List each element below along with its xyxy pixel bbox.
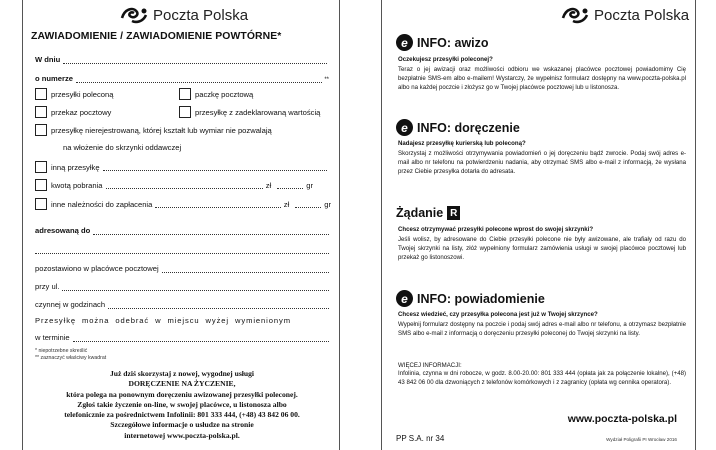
brand-name: Poczta Polska xyxy=(153,6,249,24)
section-body: Skorzystaj z możliwości otrzymywania powiadomień o jej doręczeniu bądź zwrocie. Podaj swój adres e-mail albo nr telefonu na potwierdzeniu nadania, aby otrzymać SMS albo e-mail z informacją, że wysłana przez Ciebie przesyłka dotarła do adresata. xyxy=(398,150,686,175)
brand-name: Poczta Polska xyxy=(594,6,690,24)
option-kwota[interactable] xyxy=(35,179,327,191)
option-paczka[interactable] xyxy=(179,88,253,100)
section-body: Jeśli wolisz, by adresowane do Ciebie przesyłki polecone nie były awizowane, ale trafiały od razu do Twojej skrzynki na listy, złóż wypełniony formularz zamówienia usługi w swojej placówce pocztowej lub przekaż go listonoszowi. xyxy=(398,236,686,261)
printer-note: Wydział Poligrafii PI Wrocław 2016 xyxy=(606,437,677,442)
field-o-numerze xyxy=(35,74,329,83)
text-odebrac xyxy=(35,316,329,325)
double-star: ** xyxy=(324,77,329,83)
section-title: INFO: doręczenie xyxy=(417,120,520,135)
checkbox[interactable] xyxy=(35,124,47,136)
section-question: Chcesz wiedzieć, czy przesyłka polecona jest już w Twojej skrzynce? xyxy=(398,311,598,318)
option-label: paczkę pocztową xyxy=(195,89,254,99)
input-line[interactable] xyxy=(295,201,321,208)
label-przy-ul: przy ul. xyxy=(35,282,60,291)
form-number: PP S.A. nr 34 xyxy=(396,434,445,443)
label-o-numerze: o numerze xyxy=(35,74,73,83)
brand-logo xyxy=(560,4,689,26)
promo-line: Zgłoś takie życzenie on-line, w swojej placówce, u listonosza albo xyxy=(77,399,287,409)
field-czynnej xyxy=(35,300,329,309)
option-polecona[interactable] xyxy=(35,88,113,100)
note-double-star: ** zaznaczyć właściwy kwadrat xyxy=(35,355,107,361)
promo-line: Szczegółowe informacje o usłudze na stronie xyxy=(110,420,254,430)
label-pozostawiono: pozostawiono w placówce pocztowej xyxy=(35,264,159,273)
label-odebrac: Przesyłkę można odebrać w miejscu wyżej wymienionym xyxy=(35,316,291,325)
label-adresowana: adresowaną do xyxy=(35,226,91,235)
field-przy-ul xyxy=(35,282,329,291)
checkbox[interactable] xyxy=(35,106,47,118)
option-przekaz[interactable] xyxy=(35,106,111,118)
input-line[interactable] xyxy=(277,182,303,189)
input-line[interactable] xyxy=(93,226,329,235)
section-body: Wypełnij formularz dostępny na poczcie i podaj swój adres e-mail albo nr telefonu, a otrzymasz bezpłatnie SMS albo e-mail z informacją o doręczeniu przesyłki poleconej do Twojej skrzynki na listy. xyxy=(398,321,686,337)
input-line[interactable] xyxy=(35,245,329,254)
section-body: Teraz o jej awizacji oraz możliwości odbioru we wskazanej placówce pocztowej powiadomimy Cię bezpłatnie SMS-em albo e-mailem! Wystarczy, że wypełnisz formularz dostępny na www.poczta-polska.pl albo na każdej poczcie i złożysz go w Twojej placówce pocztowej lub u listonosza. xyxy=(398,66,686,91)
option-label: inną przesyłkę xyxy=(51,162,100,172)
field-blank-1 xyxy=(35,245,329,254)
promo-headline: DORĘCZENIE NA ŻYCZENIE, xyxy=(128,379,236,389)
more-info-body: Infolinia, czynna w dni robocze, w godz. 8.00-20.00: 801 333 444 (opłata jak za połączenie lokalne), (+48) 43 842 06 00 dla dzwoniących z telefonów komórkowych i z zagranicy (opłata wg cennika operatora). xyxy=(398,370,686,386)
option-label: kwotą pobrania xyxy=(51,180,103,190)
input-line[interactable] xyxy=(106,182,263,189)
input-line[interactable] xyxy=(76,74,322,83)
option-label-cont: na włożenie do skrzynki oddawczej xyxy=(63,143,182,152)
input-line[interactable] xyxy=(73,333,329,342)
option-inna[interactable] xyxy=(35,161,327,173)
option-inne[interactable] xyxy=(35,198,331,210)
option-label: inne należności do zapłacenia xyxy=(51,199,153,209)
brand-logo xyxy=(119,4,248,26)
post-horn-icon xyxy=(119,4,149,26)
promo-line: Już dziś skorzystaj z nowej, wygodnej usługi xyxy=(109,369,255,378)
option-label: przesyłkę nierejestrowaną, której kształt lub wymiar nie pozwalają xyxy=(51,125,272,135)
section-question: Nadajesz przesyłkę kurierską lub poleconą? xyxy=(398,140,526,147)
field-pozostawiono xyxy=(35,264,329,273)
gr-label: gr xyxy=(324,199,331,209)
option-nierejestrowana-cont xyxy=(63,143,181,152)
e-icon: e xyxy=(396,290,413,307)
input-line[interactable] xyxy=(155,201,280,208)
more-info-heading: WIĘCEJ INFORMACJI: xyxy=(398,362,462,369)
zl-label: zł xyxy=(283,199,290,209)
option-zadeklarowana[interactable] xyxy=(179,106,320,118)
input-line[interactable] xyxy=(62,282,329,291)
input-line[interactable] xyxy=(103,164,327,171)
form-title: ZAWIADOMIENIE / ZAWIADOMIENIE POWTÓRNE* xyxy=(31,31,282,42)
option-nierejestrowana[interactable] xyxy=(35,124,272,136)
promo-line: która polega na ponownym doręczeniu awizowanej przesyłki poleconej. xyxy=(66,389,298,399)
label-czynnej: czynnej w godzinach xyxy=(35,300,106,309)
note-star: * niepotrzebne skreślić xyxy=(35,348,88,354)
checkbox[interactable] xyxy=(179,88,191,100)
gr-label: gr xyxy=(306,180,313,190)
promo-line: telefonicznie za pośrednictwem Infolinii: 801 333 444, (+48) 43 842 06 00. xyxy=(64,410,300,420)
label-w-terminie: w terminie xyxy=(35,333,70,342)
field-w-terminie xyxy=(35,333,329,342)
field-w-dniu xyxy=(35,55,327,64)
option-label: przesyłkę z zadeklarowaną wartością xyxy=(195,107,321,117)
section-powiadomienie-heading xyxy=(396,290,545,307)
option-label: przekaz pocztowy xyxy=(51,107,112,117)
section-zadanie-heading xyxy=(396,206,460,220)
notice-form-page xyxy=(22,0,340,450)
section-doreczenie-heading xyxy=(396,119,520,136)
e-icon: e xyxy=(396,119,413,136)
section-question: Chcesz otrzymywać przesyłki polecone wprost do swojej skrzynki? xyxy=(398,226,594,233)
zl-label: zł xyxy=(265,180,272,190)
checkbox[interactable] xyxy=(35,88,47,100)
option-label: przesyłki poleconą xyxy=(51,89,114,99)
input-line[interactable] xyxy=(108,300,329,309)
input-line[interactable] xyxy=(162,264,329,273)
checkbox[interactable] xyxy=(179,106,191,118)
section-title: INFO: awizo xyxy=(417,35,489,50)
section-awizo-heading xyxy=(396,34,489,51)
checkbox[interactable] xyxy=(35,179,47,191)
field-adresowana xyxy=(35,226,329,235)
section-title: INFO: powiadomienie xyxy=(417,291,545,306)
info-page xyxy=(381,0,696,450)
e-icon: e xyxy=(396,34,413,51)
service-promo xyxy=(33,369,331,441)
website-link[interactable]: www.poczta-polska.pl xyxy=(567,413,677,425)
input-line[interactable] xyxy=(63,55,327,64)
promo-line: internetowej www.poczta-polska.pl. xyxy=(124,430,240,440)
checkbox[interactable] xyxy=(35,198,47,210)
section-question: Oczekujesz przesyłki poleconej? xyxy=(398,56,493,63)
label-w-dniu: W dniu xyxy=(35,55,61,64)
section-title: Żądanie xyxy=(396,206,444,220)
post-horn-icon xyxy=(560,4,590,26)
r-icon: R xyxy=(447,206,460,220)
checkbox[interactable] xyxy=(35,161,47,173)
